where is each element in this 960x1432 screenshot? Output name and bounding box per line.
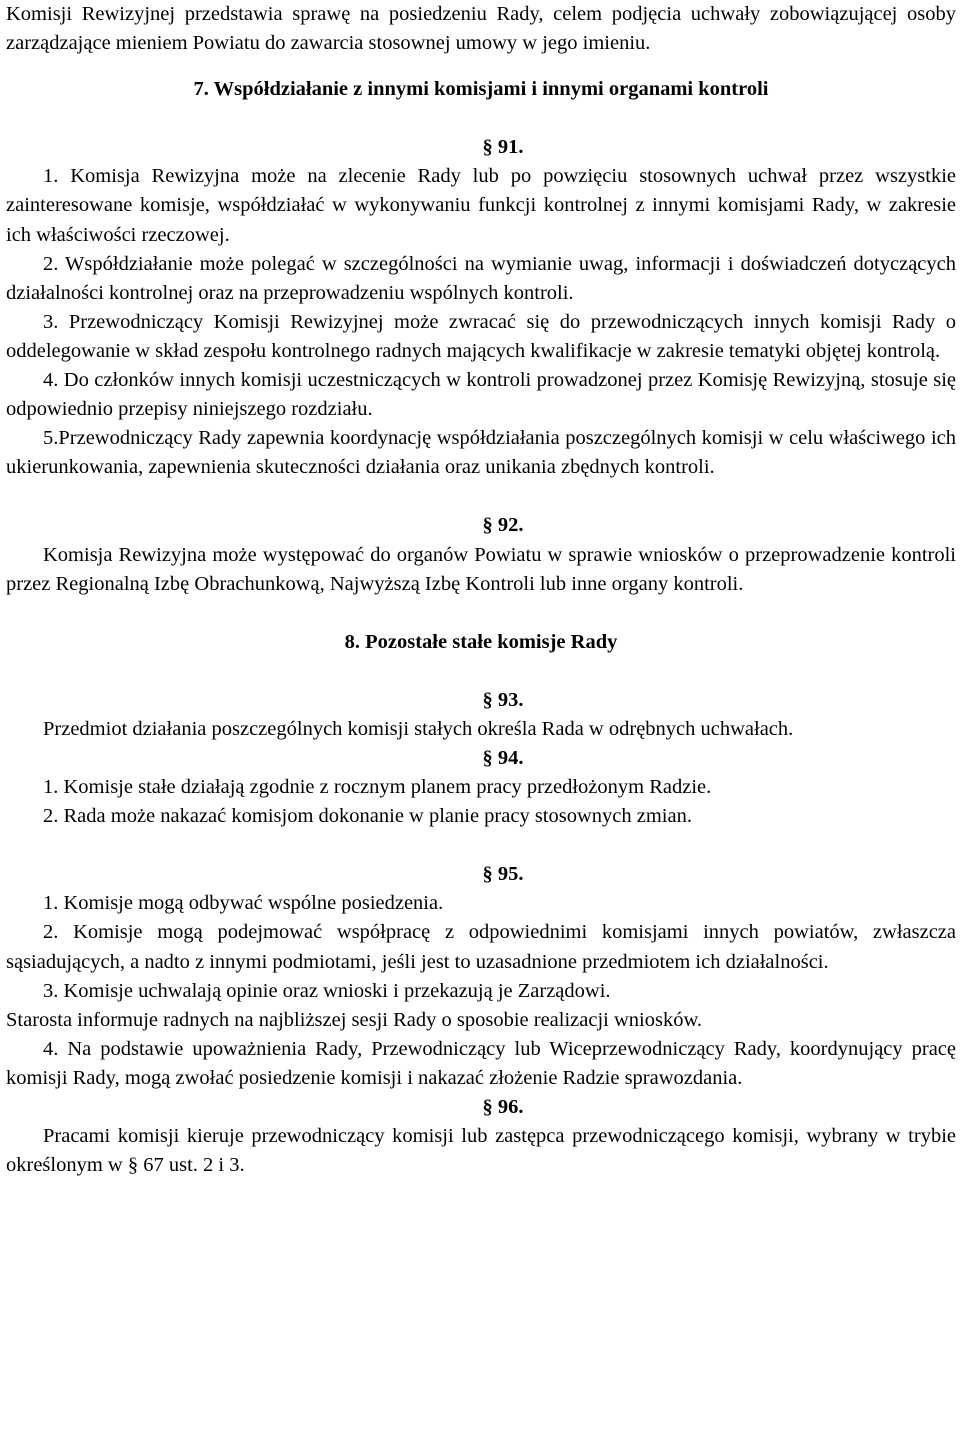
p95-item-4: 4. Na podstawie upoważnienia Rady, Przewodniczący lub Wiceprzewodniczący Rady, koordynujący pracę komisji Rady, mogą zwołać posiedzenie komisji i nakazać złożenie Radzie sprawozdania.: [6, 1037, 956, 1089]
p91-item-2: 2. Współdziałanie może polegać w szczególności na wymianie uwag, informacji i doświadczeń dotyczących działalności kontrolnej oraz na przeprowadzeniu wspólnych kontroli.: [6, 252, 956, 304]
p91-item-3: 3. Przewodniczący Komisji Rewizyjnej może zwracać się do przewodniczących innych komisji Rady o oddelegowanie w skład zespołu kontrolnego radnych mających kwalifikacje w zakresie tematyki objętej kontrolą.: [6, 310, 956, 362]
paragraph-sign-94: § 94.: [482, 746, 524, 769]
p94-item-1: 1. Komisje stałe działają zgodnie z rocznym planem pracy przedłożonym Radzie.: [43, 776, 712, 799]
paragraph-sign-93: § 93.: [482, 688, 524, 711]
p95-item-3: 3. Komisje uchwalają opinie oraz wnioski i przekazują je Zarządowi.: [43, 979, 611, 1002]
p95-continuation: Starosta informuje radnych na najbliższej sesji Rady o sposobie realizacji wniosków.: [6, 1008, 703, 1031]
section-heading-7: 7. Współdziałanie z innymi komisjami i innymi organami kontroli: [193, 78, 769, 101]
p96-text: Pracami komisji kieruje przewodniczący komisji lub zastępca przewodniczącego komisji, wybrany w trybie określonym w § 67 ust. 2 i 3.: [6, 1125, 956, 1177]
section-heading-8: 8. Pozostałe stałe komisje Rady: [344, 630, 618, 653]
p93-text: Przedmiot działania poszczególnych komisji stałych określa Rada w odrębnych uchwałach.: [43, 717, 794, 740]
paragraph-sign-96: § 96.: [482, 1096, 524, 1118]
p95-item-2: 2. Komisje mogą podejmować współpracę z odpowiednimi komisjami innych powiatów, zwłaszcza sąsiadujących, a nadto z innymi podmiotami, jeśli jest to uzasadnione przedmiotem ich działalności.: [6, 921, 956, 973]
p91-item-1: 1. Komisja Rewizyjna może na zlecenie Rady lub po powzięciu stosownych uchwał przez wszystkie zainteresowane komisje, współdziałać w wykonywaniu funkcji kontrolnej z innymi komisjami Rady, w zakresie ich właściwości rzeczowej.: [6, 165, 956, 246]
p95-item-1: 1. Komisje mogą odbywać wspólne posiedzenia.: [43, 892, 444, 915]
intro-paragraph: Komisji Rewizyjnej przedstawia sprawę na posiedzeniu Rady, celem podjęcia uchwały zobowiązującej osoby zarządzające mieniem Powiatu do zawarcia stosownej umowy w jego imieniu.: [6, 3, 956, 55]
paragraph-sign-95: § 95.: [482, 863, 524, 886]
p91-item-5: 5.Przewodniczący Rady zapewnia koordynację współdziałania poszczególnych komisji w celu właściwego ich ukierunkowania, zapewnienia skuteczności działania oraz unikania zbędnych kontroli.: [6, 427, 956, 479]
p91-item-4: 4. Do członków innych komisji uczestniczących w kontroli prowadzonej przez Komisję Rewizyjną, stosuje się odpowiednio przepisy niniejszego rozdziału.: [6, 369, 956, 421]
paragraph-sign-91: § 91.: [482, 136, 524, 159]
paragraph-sign-92: § 92.: [482, 514, 524, 537]
p92-text: Komisja Rewizyjna może występować do organów Powiatu w sprawie wniosków o przeprowadzenie kontroli przez Regionalną Izbę Obrachunkową, Najwyższą Izbę Kontroli lub inne organy kontroli.: [6, 543, 956, 595]
p94-item-2: 2. Rada może nakazać komisjom dokonanie w planie pracy stosownych zmian.: [43, 805, 692, 828]
